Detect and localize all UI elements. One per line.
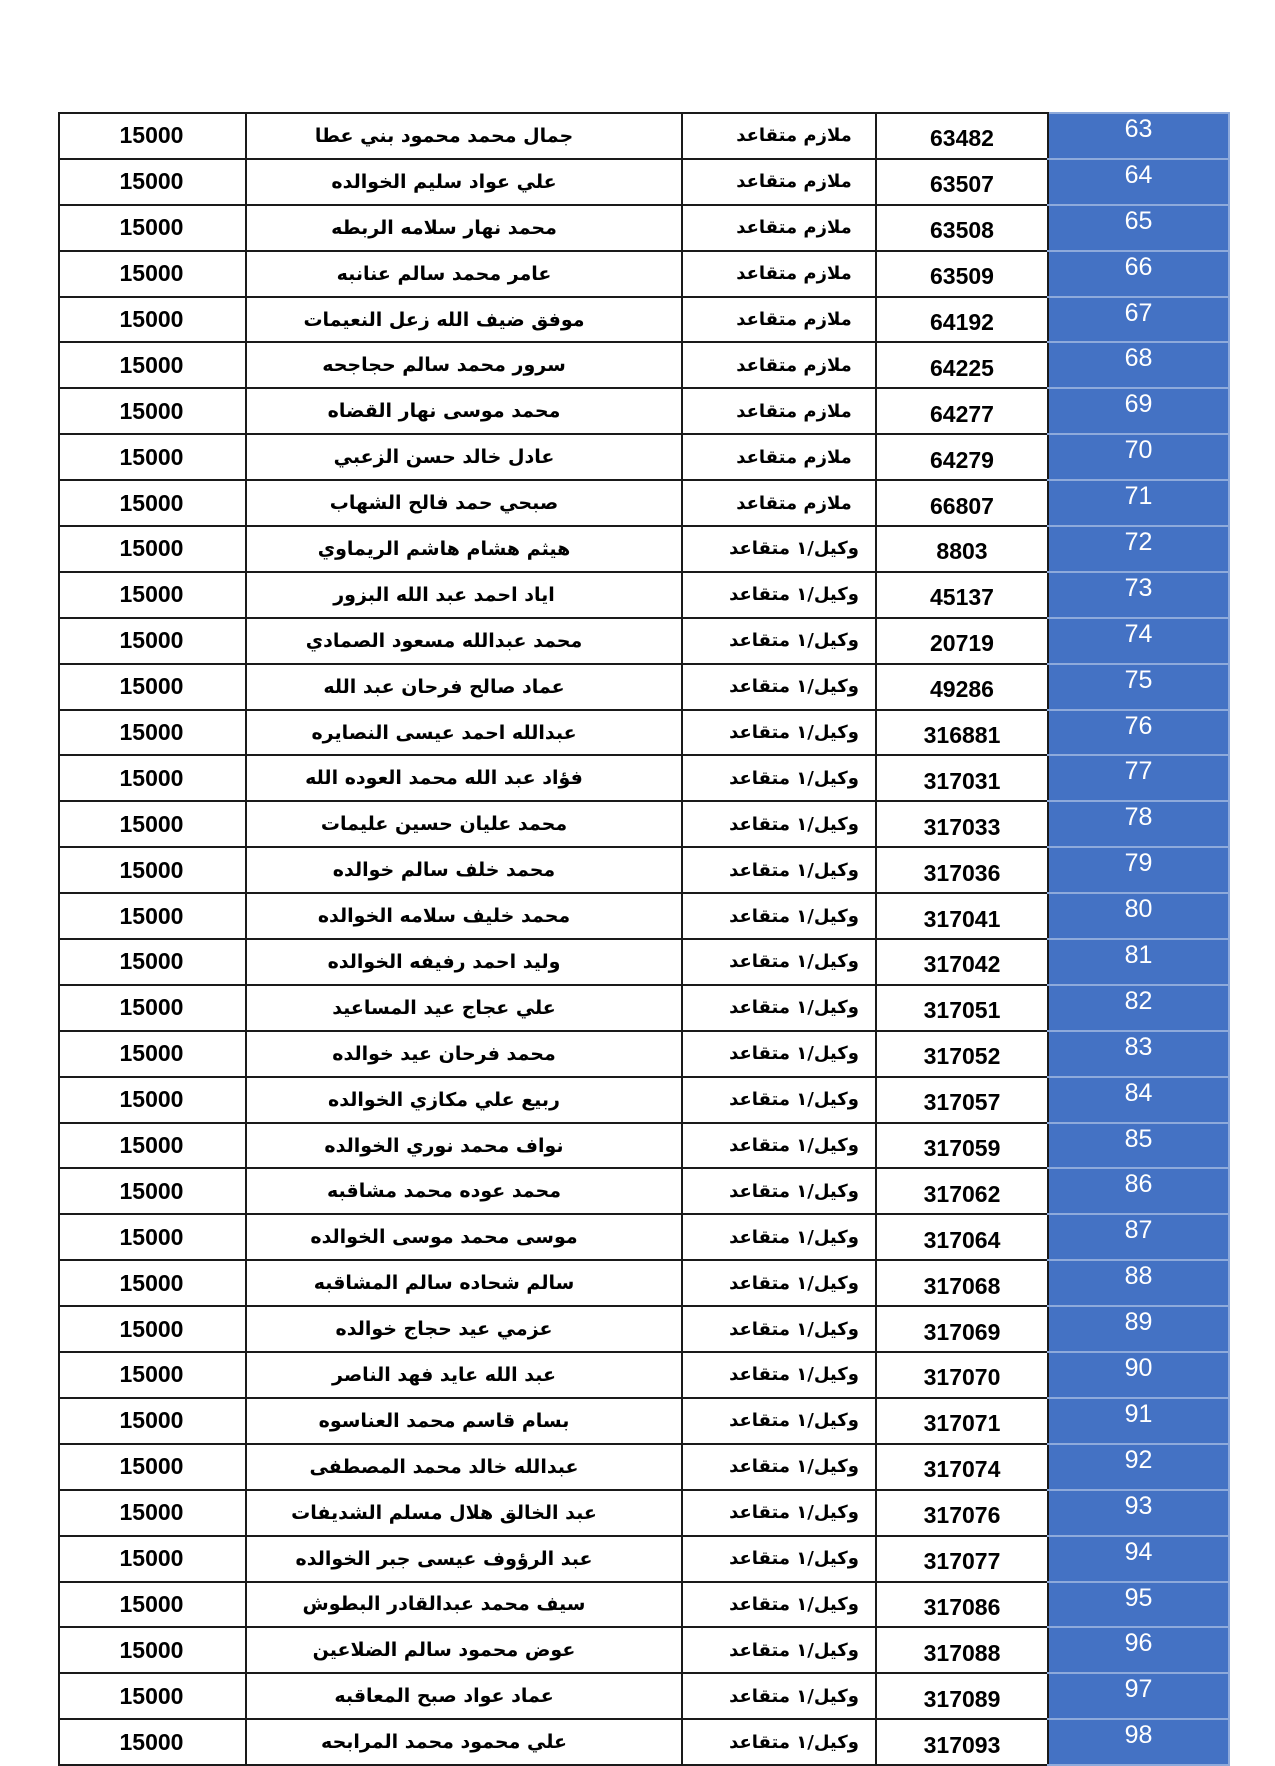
military-number: 63482 [876,113,1048,159]
table-row [59,939,1229,985]
military-number: 317041 [876,893,1048,939]
amount: 15000 [59,1719,246,1765]
row-index: 66 [1048,251,1229,297]
row-index: 75 [1048,664,1229,710]
rank: ملازم متقاعد [682,205,876,251]
table-row [59,1168,1229,1214]
table-row [59,1627,1229,1673]
amount: 15000 [59,1627,246,1673]
row-index: 79 [1048,847,1229,893]
full-name: فؤاد عبد الله محمد العوده الله [246,755,682,801]
table-row [59,1352,1229,1398]
table-row [59,159,1229,205]
row-index: 91 [1048,1398,1229,1444]
table-row [59,618,1229,664]
amount: 15000 [59,1168,246,1214]
amount: 15000 [59,1582,246,1628]
amount: 15000 [59,1031,246,1077]
full-name: هيثم هشام هاشم الريماوي [246,526,682,572]
full-name: صبحي حمد فالح الشهاب [246,480,682,526]
row-index: 73 [1048,572,1229,618]
table-row [59,1031,1229,1077]
full-name: نواف محمد نوري الخوالده [246,1123,682,1169]
document-sheet [58,112,1228,1766]
rank: وكيل/١ متقاعد [682,1031,876,1077]
full-name: عوض محمود سالم الضلاعين [246,1627,682,1673]
full-name: عبد الخالق هلال مسلم الشديفات [246,1490,682,1536]
full-name: عامر محمد سالم عنانبه [246,251,682,297]
amount: 15000 [59,1306,246,1352]
military-number: 317070 [876,1352,1048,1398]
row-index: 80 [1048,893,1229,939]
full-name: عبد الرؤوف عيسى جبر الخوالده [246,1536,682,1582]
table-row [59,847,1229,893]
military-number: 45137 [876,572,1048,618]
full-name: محمد عبدالله مسعود الصمادي [246,618,682,664]
row-index: 83 [1048,1031,1229,1077]
military-number: 317059 [876,1123,1048,1169]
row-index: 89 [1048,1306,1229,1352]
military-number: 317031 [876,755,1048,801]
amount: 15000 [59,1673,246,1719]
full-name: عماد عواد صبح المعاقبه [246,1673,682,1719]
amount: 15000 [59,710,246,756]
full-name: موسى محمد موسى الخوالده [246,1214,682,1260]
full-name: سرور محمد سالم حجاجحه [246,342,682,388]
table-row [59,1444,1229,1490]
rank: ملازم متقاعد [682,113,876,159]
row-index: 67 [1048,297,1229,343]
row-index: 95 [1048,1582,1229,1628]
amount: 15000 [59,1398,246,1444]
amount: 15000 [59,847,246,893]
table-row [59,251,1229,297]
full-name: عزمي عيد حجاج خوالده [246,1306,682,1352]
rank: وكيل/١ متقاعد [682,1444,876,1490]
full-name: محمد عوده محمد مشاقبه [246,1168,682,1214]
row-index: 72 [1048,526,1229,572]
rank: وكيل/١ متقاعد [682,801,876,847]
military-number: 317052 [876,1031,1048,1077]
military-number: 66807 [876,480,1048,526]
rank: وكيل/١ متقاعد [682,1627,876,1673]
rank: وكيل/١ متقاعد [682,1673,876,1719]
table-row [59,480,1229,526]
military-number: 49286 [876,664,1048,710]
rank: وكيل/١ متقاعد [682,1077,876,1123]
military-number: 317093 [876,1719,1048,1765]
table-row [59,755,1229,801]
military-number: 8803 [876,526,1048,572]
military-number: 64225 [876,342,1048,388]
row-index: 98 [1048,1719,1229,1765]
rank: وكيل/١ متقاعد [682,893,876,939]
military-number: 317089 [876,1673,1048,1719]
military-number: 317062 [876,1168,1048,1214]
table-row [59,1536,1229,1582]
military-number: 317033 [876,801,1048,847]
rank: ملازم متقاعد [682,388,876,434]
row-index: 74 [1048,618,1229,664]
rank: وكيل/١ متقاعد [682,1352,876,1398]
military-number: 317057 [876,1077,1048,1123]
full-name: محمد نهار سلامه الربطه [246,205,682,251]
table-row [59,1582,1229,1628]
military-number: 63508 [876,205,1048,251]
amount: 15000 [59,526,246,572]
military-number: 317086 [876,1582,1048,1628]
table-row [59,1673,1229,1719]
table-row [59,342,1229,388]
amount: 15000 [59,1077,246,1123]
amount: 15000 [59,480,246,526]
full-name: اياد احمد عبد الله البزور [246,572,682,618]
amount: 15000 [59,572,246,618]
military-number: 64277 [876,388,1048,434]
military-number: 317042 [876,939,1048,985]
full-name: عماد صالح فرحان عبد الله [246,664,682,710]
amount: 15000 [59,113,246,159]
amount: 15000 [59,893,246,939]
table-row [59,113,1229,159]
table-row [59,801,1229,847]
rank: وكيل/١ متقاعد [682,1490,876,1536]
row-index: 64 [1048,159,1229,205]
rank: ملازم متقاعد [682,480,876,526]
full-name: سالم شحاده سالم المشاقبه [246,1260,682,1306]
row-index: 97 [1048,1673,1229,1719]
table-row [59,1719,1229,1765]
table-row [59,205,1229,251]
rank: وكيل/١ متقاعد [682,1536,876,1582]
row-index: 94 [1048,1536,1229,1582]
rank: وكيل/١ متقاعد [682,572,876,618]
rank: وكيل/١ متقاعد [682,1123,876,1169]
table-row [59,434,1229,480]
rank: وكيل/١ متقاعد [682,526,876,572]
table-row [59,664,1229,710]
full-name: علي محمود محمد المرابحه [246,1719,682,1765]
row-index: 90 [1048,1352,1229,1398]
rank: وكيل/١ متقاعد [682,985,876,1031]
amount: 15000 [59,801,246,847]
military-number: 63507 [876,159,1048,205]
row-index: 82 [1048,985,1229,1031]
full-name: محمد موسى نهار القضاه [246,388,682,434]
row-index: 81 [1048,939,1229,985]
full-name: بسام قاسم محمد العناسوه [246,1398,682,1444]
table-row [59,1260,1229,1306]
amount: 15000 [59,618,246,664]
rank: وكيل/١ متقاعد [682,1214,876,1260]
amount: 15000 [59,342,246,388]
rank: وكيل/١ متقاعد [682,1306,876,1352]
rank: ملازم متقاعد [682,297,876,343]
table-body [59,113,1229,1765]
military-number: 317074 [876,1444,1048,1490]
table-row [59,1490,1229,1536]
full-name: محمد خلف سالم خوالده [246,847,682,893]
military-number: 317068 [876,1260,1048,1306]
amount: 15000 [59,755,246,801]
full-name: ربيع علي مكازي الخوالده [246,1077,682,1123]
table-row [59,1077,1229,1123]
table-row [59,1123,1229,1169]
rank: ملازم متقاعد [682,159,876,205]
military-number: 64279 [876,434,1048,480]
full-name: محمد خليف سلامه الخوالده [246,893,682,939]
row-index: 88 [1048,1260,1229,1306]
rank: ملازم متقاعد [682,251,876,297]
row-index: 71 [1048,480,1229,526]
amount: 15000 [59,1444,246,1490]
row-index: 65 [1048,205,1229,251]
rank: وكيل/١ متقاعد [682,755,876,801]
row-index: 63 [1048,113,1229,159]
table-row [59,1398,1229,1444]
table-row [59,985,1229,1031]
row-index: 84 [1048,1077,1229,1123]
amount: 15000 [59,939,246,985]
amount: 15000 [59,1123,246,1169]
military-number: 317077 [876,1536,1048,1582]
beneficiaries-table [58,112,1230,1766]
row-index: 78 [1048,801,1229,847]
full-name: سيف محمد عبدالقادر البطوش [246,1582,682,1628]
rank: وكيل/١ متقاعد [682,618,876,664]
full-name: عبد الله عايد فهد الناصر [246,1352,682,1398]
military-number: 317071 [876,1398,1048,1444]
full-name: موفق ضيف الله زعل النعيمات [246,297,682,343]
full-name: جمال محمد محمود بني عطا [246,113,682,159]
military-number: 63509 [876,251,1048,297]
table-row [59,1306,1229,1352]
rank: ملازم متقاعد [682,434,876,480]
amount: 15000 [59,1260,246,1306]
rank: وكيل/١ متقاعد [682,1719,876,1765]
amount: 15000 [59,388,246,434]
military-number: 317069 [876,1306,1048,1352]
full-name: محمد فرحان عيد خوالده [246,1031,682,1077]
military-number: 317064 [876,1214,1048,1260]
table-row [59,526,1229,572]
rank: وكيل/١ متقاعد [682,1398,876,1444]
row-index: 93 [1048,1490,1229,1536]
full-name: عبدالله احمد عيسى النصايره [246,710,682,756]
rank: وكيل/١ متقاعد [682,710,876,756]
amount: 15000 [59,1214,246,1260]
amount: 15000 [59,1490,246,1536]
amount: 15000 [59,297,246,343]
row-index: 70 [1048,434,1229,480]
rank: وكيل/١ متقاعد [682,664,876,710]
full-name: وليد احمد رفيفه الخوالده [246,939,682,985]
amount: 15000 [59,664,246,710]
table-row [59,893,1229,939]
military-number: 20719 [876,618,1048,664]
amount: 15000 [59,159,246,205]
amount: 15000 [59,205,246,251]
row-index: 69 [1048,388,1229,434]
amount: 15000 [59,434,246,480]
row-index: 92 [1048,1444,1229,1490]
military-number: 317076 [876,1490,1048,1536]
full-name: محمد عليان حسين عليمات [246,801,682,847]
rank: وكيل/١ متقاعد [682,1582,876,1628]
military-number: 317051 [876,985,1048,1031]
amount: 15000 [59,1536,246,1582]
full-name: علي عجاج عيد المساعيد [246,985,682,1031]
row-index: 87 [1048,1214,1229,1260]
row-index: 85 [1048,1123,1229,1169]
rank: وكيل/١ متقاعد [682,1260,876,1306]
full-name: عبدالله خالد محمد المصطفى [246,1444,682,1490]
table-row [59,572,1229,618]
row-index: 96 [1048,1627,1229,1673]
row-index: 77 [1048,755,1229,801]
row-index: 86 [1048,1168,1229,1214]
full-name: علي عواد سليم الخوالده [246,159,682,205]
rank: وكيل/١ متقاعد [682,1168,876,1214]
amount: 15000 [59,251,246,297]
military-number: 64192 [876,297,1048,343]
table-row [59,710,1229,756]
table-row [59,388,1229,434]
rank: ملازم متقاعد [682,342,876,388]
rank: وكيل/١ متقاعد [682,847,876,893]
amount: 15000 [59,985,246,1031]
rank: وكيل/١ متقاعد [682,939,876,985]
table-row [59,297,1229,343]
military-number: 317036 [876,847,1048,893]
table-row [59,1214,1229,1260]
row-index: 68 [1048,342,1229,388]
amount: 15000 [59,1352,246,1398]
military-number: 316881 [876,710,1048,756]
military-number: 317088 [876,1627,1048,1673]
row-index: 76 [1048,710,1229,756]
full-name: عادل خالد حسن الزعبي [246,434,682,480]
